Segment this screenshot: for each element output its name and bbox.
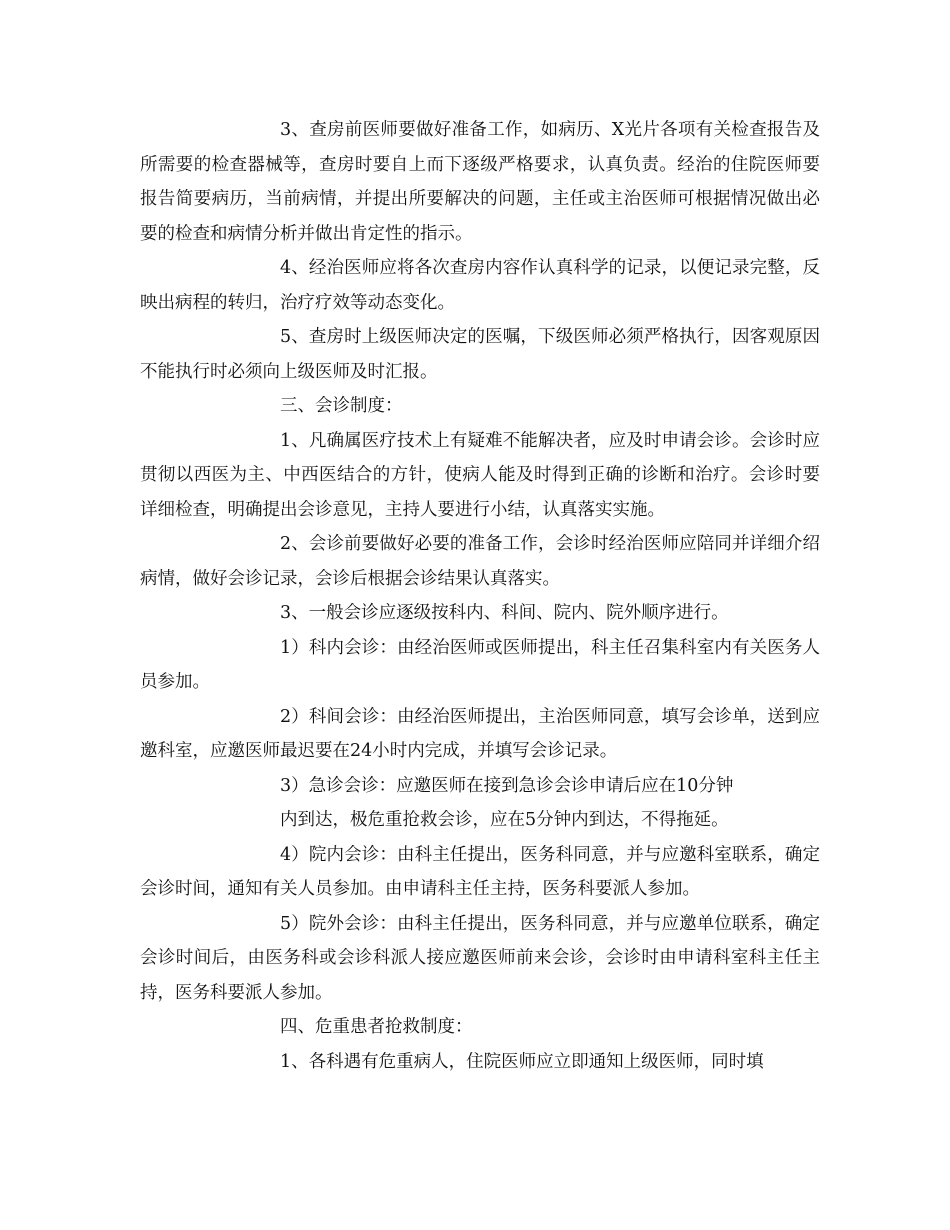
paragraph-consult-1: 1、凡确属医疗技术上有疑难不能解决者，应及时申请会诊。会诊时应贯彻以西医为主、中西医结合的方针，使病人能及时得到正确的诊断和治疗。会诊时要详细检查，明确提出会诊意见，主持人要进行小结，认真落实实施。: [140, 430, 820, 520]
section-heading-critical-rescue: 四、危重患者抢救制度：: [280, 1017, 473, 1037]
paragraph-rescue-1: 1、各科遇有危重病人，住院医师应立即通知上级医师，同时填: [280, 1051, 764, 1072]
paragraph-consult-outside: 5）院外会诊：由科主任提出，医务科同意，并与应邀单位联系，确定会诊时间后，由医务科或会诊科派人接应邀医师前来会诊，会诊时由申请科室科主任主持，医务科要派人参加。: [140, 913, 820, 1003]
paragraph-consult-emergency: 3）急诊会诊：应邀医师在接到急诊会诊申请后应在10分钟: [280, 775, 734, 796]
section-heading-consultation: 三、会诊制度：: [280, 396, 403, 416]
paragraph-consult-in-hospital: 4）院内会诊：由科主任提出，医务科同意，并与应邀科室联系，确定会诊时间，通知有关人员参加。由申请科主任主持，医务科要派人参加。: [140, 844, 820, 899]
paragraph-consult-emergency-cont: 内到达，极危重抢救会诊，应在5分钟内到达，不得拖延。: [280, 810, 729, 830]
paragraph-rounds-4: 4、经治医师应将各次查房内容作认真科学的记录，以便记录完整，反映出病程的转归，治疗疗效等动态变化。: [140, 258, 820, 313]
paragraph-consult-in-dept: 1）科内会诊：由经治医师或医师提出，科主任召集科室内有关医务人员参加。: [140, 637, 820, 692]
paragraph-rounds-3: 3、查房前医师要做好准备工作，如病历、X光片各项有关检查报告及所需要的检查器械等，查房时要自上而下逐级严格要求，认真负责。经治的住院医师要报告简要病历，当前病情，并提出所要解决的问题，主任或主治医师可根据情况做出必要的检查和病情分析并做出肯定性的指示。: [140, 120, 820, 244]
paragraph-consult-2: 2、会诊前要做好必要的准备工作，会诊时经治医师应陪同并详细介绍病情，做好会诊记录，会诊后根据会诊结果认真落实。: [140, 534, 820, 589]
document-body: [140, 113, 820, 1079]
paragraph-consult-inter-dept: 2）科间会诊：由经治医师提出，主治医师同意，填写会诊单，送到应邀科室，应邀医师最迟要在24小时内完成，并填写会诊记录。: [140, 706, 820, 761]
paragraph-rounds-5: 5、查房时上级医师决定的医嘱，下级医师必须严格执行，因客观原因不能执行时必须向上级医师及时汇报。: [140, 327, 820, 382]
paragraph-consult-3: 3、一般会诊应逐级按科内、科间、院内、院外顺序进行。: [280, 603, 729, 623]
